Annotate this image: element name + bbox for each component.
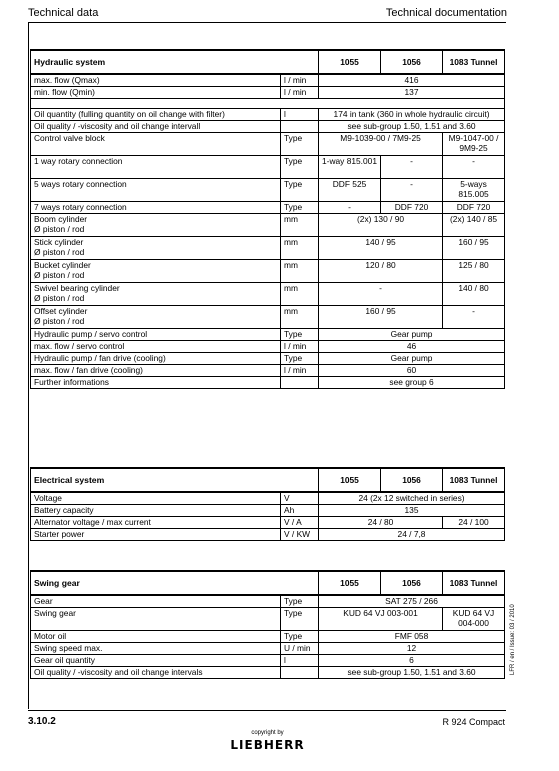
row-value: see group 6	[319, 377, 505, 389]
row-unit: Type	[281, 595, 319, 608]
row-label	[31, 329, 281, 341]
table-row	[31, 608, 505, 631]
row-label	[31, 283, 281, 306]
row-unit: l / min	[281, 341, 319, 353]
row-sublabel: Ø piston / rod	[34, 224, 85, 234]
row-unit	[281, 667, 319, 679]
row-label	[31, 517, 281, 529]
table-header	[31, 468, 505, 492]
row-value: 174 in tank (360 in whole hydraulic circuit)	[319, 109, 505, 121]
row-label	[31, 87, 281, 99]
row-unit: l / min	[281, 87, 319, 99]
row-unit: Type	[281, 329, 319, 341]
row-unit: Type	[281, 179, 319, 202]
table-row	[31, 655, 505, 667]
table-row	[31, 260, 505, 283]
row-sublabel: Ø piston / rod	[34, 270, 85, 280]
row-value: see sub-group 1.50, 1.51 and 3.60	[319, 121, 505, 133]
row-label-text: 7 ways rotary connection	[34, 202, 127, 212]
row-unit: U / min	[281, 643, 319, 655]
row-label	[31, 133, 281, 156]
row-value: 24 (2x 12 switched in series)	[319, 492, 505, 505]
row-value: Gear pump	[319, 329, 505, 341]
row-value: 137	[319, 87, 505, 99]
table-row	[31, 365, 505, 377]
row-value-1055-1056: M9-1039-00 / 7M9-25	[319, 133, 443, 156]
left-rule	[28, 22, 29, 709]
table-row	[31, 492, 505, 505]
row-unit	[281, 121, 319, 133]
row-label	[31, 655, 281, 667]
row-value-1083: (2x) 140 / 85	[443, 214, 505, 237]
row-label	[31, 74, 281, 87]
row-label	[31, 341, 281, 353]
row-label-text: Voltage	[34, 493, 62, 503]
row-value-1056: -	[381, 179, 443, 202]
row-value-1055-1056: 120 / 80	[319, 260, 443, 283]
row-label-text: max. flow / fan drive (cooling)	[34, 365, 143, 375]
row-value-1083: DDF 720	[443, 202, 505, 214]
row-unit: l / min	[281, 365, 319, 377]
spacer-row	[31, 99, 505, 109]
hydraulic-system-table	[30, 49, 505, 389]
row-unit: mm	[281, 283, 319, 306]
table-row	[31, 87, 505, 99]
row-label-text: Swing gear	[34, 608, 76, 618]
row-label	[31, 353, 281, 365]
row-value-1055-1056: (2x) 130 / 90	[319, 214, 443, 237]
table-row	[31, 179, 505, 202]
model-name: R 924 Compact	[442, 717, 505, 727]
table-header	[31, 571, 505, 595]
row-value-1083: 140 / 80	[443, 283, 505, 306]
table-row	[31, 214, 505, 237]
row-unit: l / min	[281, 74, 319, 87]
table-row	[31, 341, 505, 353]
row-value-1055: 1-way 815.001	[319, 156, 381, 179]
row-unit: mm	[281, 237, 319, 260]
table-row	[31, 156, 505, 179]
model-header: 1083 Tunnel	[443, 571, 505, 595]
row-value: 6	[319, 655, 505, 667]
row-value-1083: KUD 64 VJ 004-000	[443, 608, 505, 631]
row-label-text: Starter power	[34, 529, 85, 539]
row-label-text: Control valve block	[34, 133, 105, 143]
row-value: 416	[319, 74, 505, 87]
row-value-1083: 24 / 100	[443, 517, 505, 529]
row-label	[31, 595, 281, 608]
row-unit: Type	[281, 353, 319, 365]
row-label-text: Stick cylinder	[34, 237, 84, 247]
row-label	[31, 643, 281, 655]
section-title: Electrical system	[31, 468, 319, 492]
row-value-1055: -	[319, 202, 381, 214]
row-label	[31, 365, 281, 377]
row-unit: mm	[281, 260, 319, 283]
table-header	[31, 50, 505, 74]
model-header: 1083 Tunnel	[443, 50, 505, 74]
table-row	[31, 283, 505, 306]
row-label-text: Further informations	[34, 377, 109, 387]
row-value-1083: -	[443, 156, 505, 179]
row-label-text: min. flow (Qmin)	[34, 87, 95, 97]
page-number: 3.10.2	[28, 716, 56, 727]
section-title: Hydraulic system	[31, 50, 319, 74]
table-row	[31, 377, 505, 389]
table-row	[31, 306, 505, 329]
row-label	[31, 492, 281, 505]
row-unit: V	[281, 492, 319, 505]
row-label-text: Motor oil	[34, 631, 67, 641]
row-value: 24 / 7,8	[319, 529, 505, 541]
model-header: 1056	[381, 50, 443, 74]
row-value: 12	[319, 643, 505, 655]
row-unit: V / KW	[281, 529, 319, 541]
row-label	[31, 505, 281, 517]
row-label	[31, 306, 281, 329]
table-row	[31, 505, 505, 517]
row-label	[31, 202, 281, 214]
header-rule	[28, 22, 506, 23]
model-header: 1083 Tunnel	[443, 468, 505, 492]
row-value-1083: -	[443, 306, 505, 329]
row-value-1083: 5-ways 815.005	[443, 179, 505, 202]
liebherr-logo: LIEBHERR	[230, 738, 305, 752]
table-row	[31, 517, 505, 529]
row-value: FMF 058	[319, 631, 505, 643]
table-row	[31, 631, 505, 643]
row-unit: mm	[281, 306, 319, 329]
row-unit	[281, 377, 319, 389]
row-value-1056: DDF 720	[381, 202, 443, 214]
row-value-1055-1056: 24 / 80	[319, 517, 443, 529]
table-row	[31, 643, 505, 655]
row-unit: Type	[281, 133, 319, 156]
header-right: Technical documentation	[385, 7, 507, 19]
row-unit: Type	[281, 608, 319, 631]
row-unit: Type	[281, 202, 319, 214]
row-label-text: Bucket cylinder	[34, 260, 91, 270]
row-label	[31, 156, 281, 179]
row-label-text: Hydraulic pump / servo control	[34, 329, 148, 339]
side-note: LFR / en / Issue: 03 / 2010	[510, 604, 516, 675]
row-label	[31, 631, 281, 643]
row-label-text: Swivel bearing cylinder	[34, 283, 120, 293]
row-label-text: Boom cylinder	[34, 214, 88, 224]
table-row	[31, 109, 505, 121]
table-row	[31, 667, 505, 679]
model-header: 1055	[319, 571, 381, 595]
row-value-1083: 160 / 95	[443, 237, 505, 260]
table-row	[31, 329, 505, 341]
row-label-text: max. flow (Qmax)	[34, 75, 100, 85]
row-unit: mm	[281, 214, 319, 237]
swing-gear-table	[30, 570, 505, 679]
table-row	[31, 74, 505, 87]
row-value: SAT 275 / 266	[319, 595, 505, 608]
row-value-1056: -	[381, 156, 443, 179]
model-header: 1056	[381, 571, 443, 595]
electrical-system-table	[30, 467, 505, 541]
table-row	[31, 133, 505, 156]
row-label-text: Offset cylinder	[34, 306, 88, 316]
row-label	[31, 529, 281, 541]
row-unit: l	[281, 655, 319, 667]
row-label	[31, 179, 281, 202]
row-value-1055-1056: KUD 64 VJ 003-001	[319, 608, 443, 631]
row-label-text: Alternator voltage / max current	[34, 517, 151, 527]
row-unit: Ah	[281, 505, 319, 517]
row-sublabel: Ø piston / rod	[34, 247, 85, 257]
row-value-1083: M9-1047-00 / 9M9-25	[443, 133, 505, 156]
row-label	[31, 667, 281, 679]
model-header: 1056	[381, 468, 443, 492]
row-unit: V / A	[281, 517, 319, 529]
row-sublabel: Ø piston / rod	[34, 316, 85, 326]
row-value: Gear pump	[319, 353, 505, 365]
spacer-cell	[31, 99, 505, 109]
row-unit: Type	[281, 156, 319, 179]
row-unit: l	[281, 109, 319, 121]
header-left: Technical data	[28, 7, 99, 19]
table-row	[31, 595, 505, 608]
row-value: see sub-group 1.50, 1.51 and 3.60	[319, 667, 505, 679]
section-title: Swing gear	[31, 571, 319, 595]
row-value-1055-1056: -	[319, 283, 443, 306]
row-label-text: Battery capacity	[34, 505, 94, 515]
row-label-text: Hydraulic pump / fan drive (cooling)	[34, 353, 166, 363]
row-value-1055: DDF 525	[319, 179, 381, 202]
model-header: 1055	[319, 50, 381, 74]
row-label-text: 5 ways rotary connection	[34, 179, 127, 189]
row-label	[31, 237, 281, 260]
row-value-1055-1056: 160 / 95	[319, 306, 443, 329]
row-value: 46	[319, 341, 505, 353]
table-row	[31, 237, 505, 260]
row-label	[31, 121, 281, 133]
table-row	[31, 121, 505, 133]
row-label-text: Oil quality / -viscosity and oil change intervals	[34, 667, 203, 677]
row-value-1055-1056: 140 / 95	[319, 237, 443, 260]
row-value: 60	[319, 365, 505, 377]
table-row	[31, 202, 505, 214]
table-row	[31, 529, 505, 541]
model-header: 1055	[319, 468, 381, 492]
row-label-text: Oil quantity (fulling quantity on oil change with filter)	[34, 109, 225, 119]
row-label-text: max. flow / servo control	[34, 341, 125, 351]
row-value-1083: 125 / 80	[443, 260, 505, 283]
row-label	[31, 260, 281, 283]
footer-rule	[28, 710, 506, 711]
row-label	[31, 214, 281, 237]
row-label	[31, 377, 281, 389]
row-label-text: Gear oil quantity	[34, 655, 95, 665]
row-label	[31, 608, 281, 631]
row-unit: Type	[281, 631, 319, 643]
row-sublabel: Ø piston / rod	[34, 293, 85, 303]
row-label-text: Swing speed max.	[34, 643, 103, 653]
row-label-text: 1 way rotary connection	[34, 156, 123, 166]
row-label	[31, 109, 281, 121]
row-label-text: Oil quality / -viscosity and oil change intervall	[34, 121, 201, 131]
row-label-text: Gear	[34, 596, 53, 606]
table-row	[31, 353, 505, 365]
row-value: 135	[319, 505, 505, 517]
copyright-text: copyright by	[251, 730, 284, 736]
